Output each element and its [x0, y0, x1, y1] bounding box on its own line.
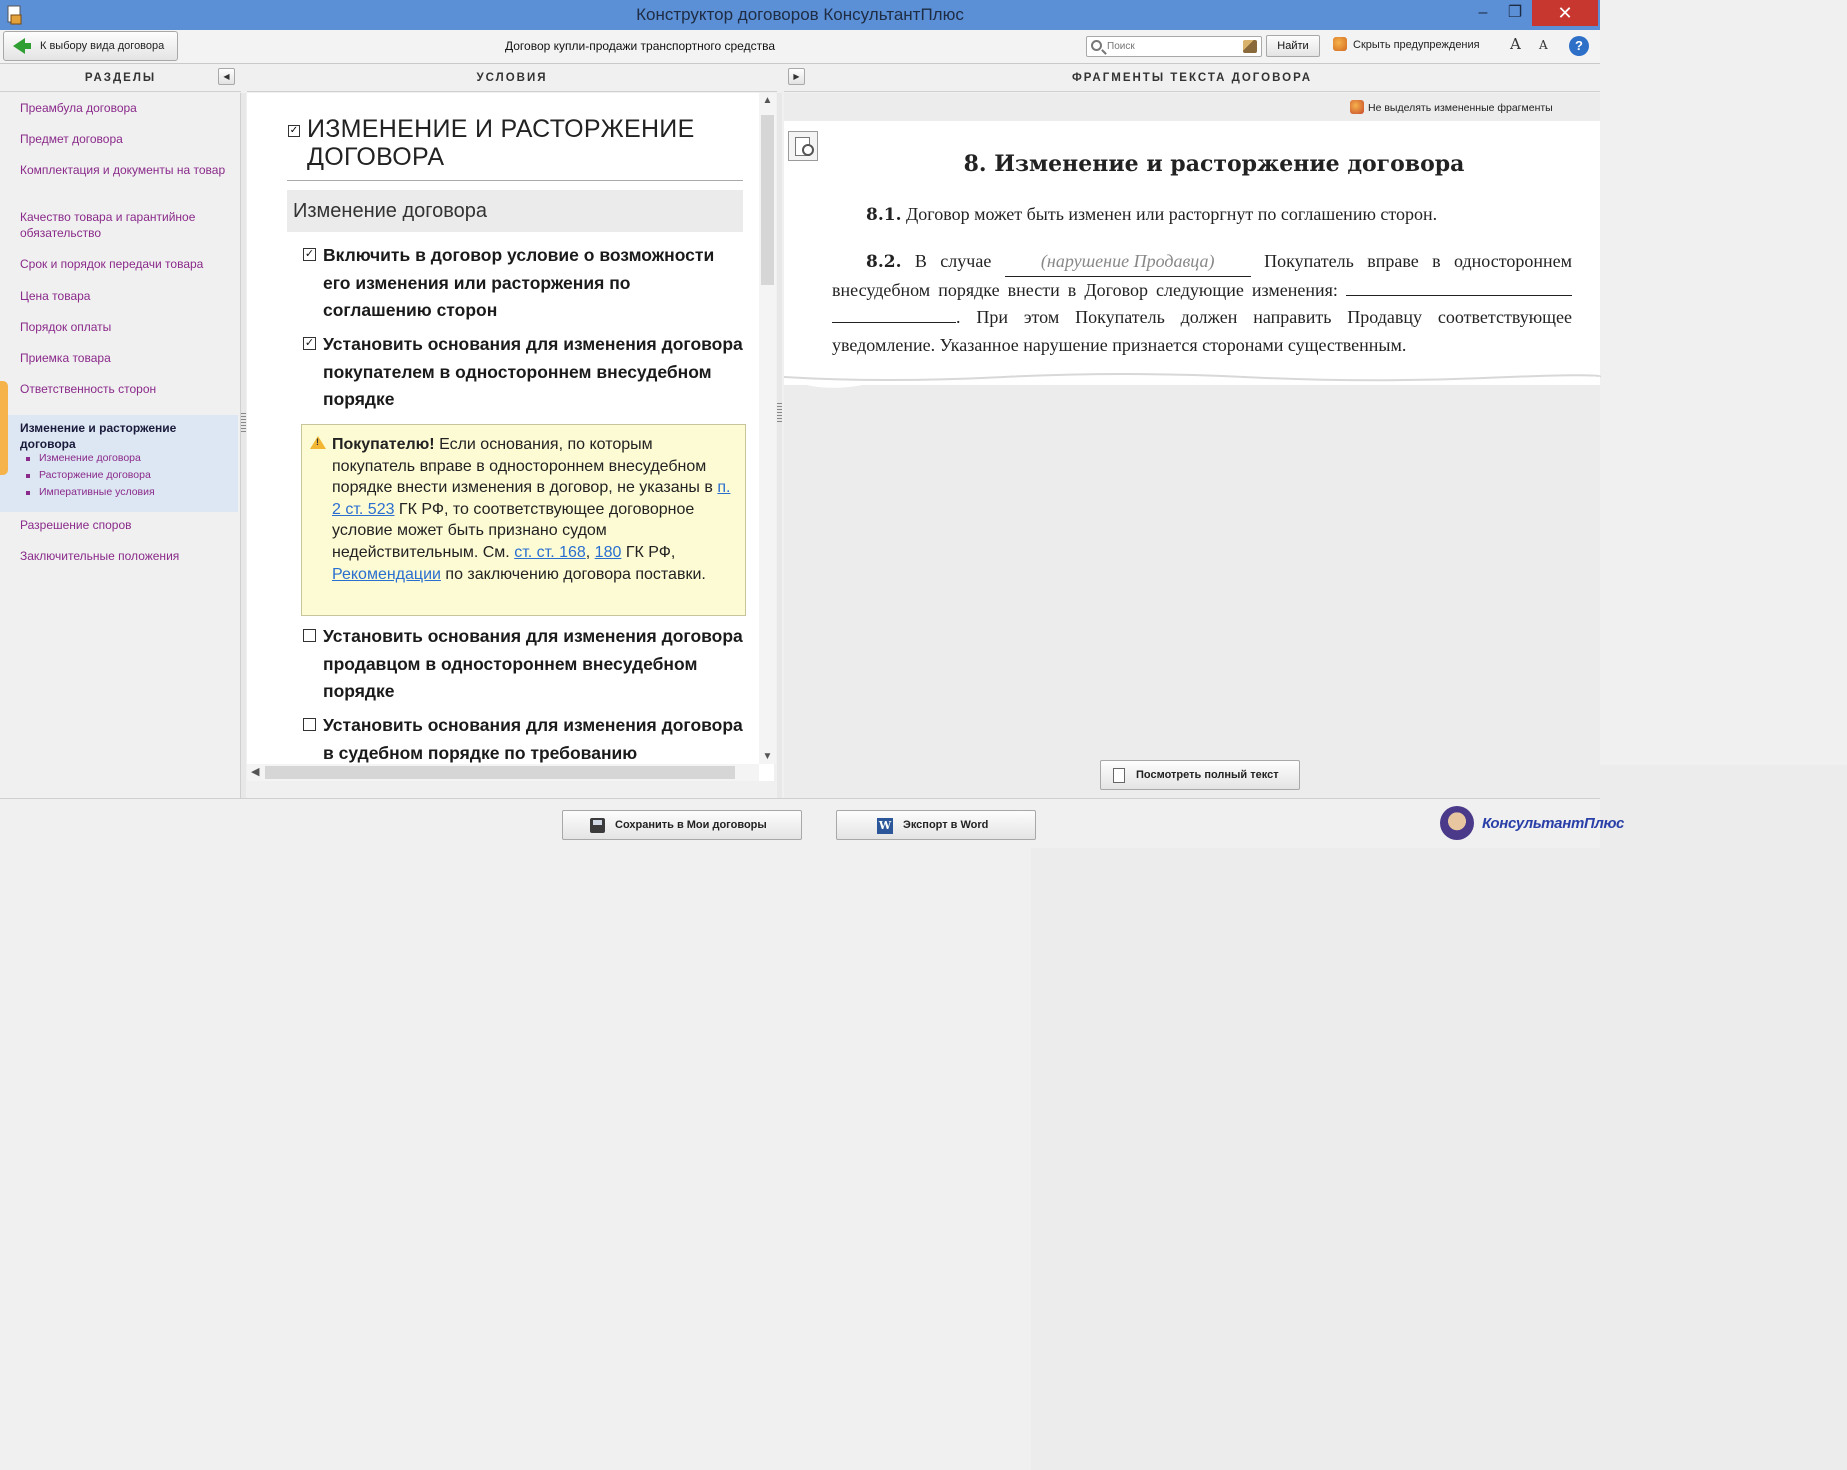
option-mutual-agreement[interactable] [303, 242, 743, 325]
document-title: Договор купли-продажи транспортного средства [504, 39, 776, 53]
sidebar-item-acceptance[interactable]: Приемка товара [20, 351, 111, 365]
option-checkbox[interactable]: ✓ [304, 248, 315, 260]
consultantplus-logo [1440, 806, 1625, 842]
sections-sidebar [0, 93, 241, 798]
sidebar-item-disputes[interactable]: Разрешение споров [20, 518, 132, 532]
window-title: Конструктор договоров КонсультантПлюс [636, 5, 964, 24]
conditions-horizontal-scrollbar[interactable] [247, 764, 759, 781]
scroll-left-icon[interactable]: ◀ [251, 766, 260, 778]
sidebar-item-final[interactable]: Заключительные положения [20, 549, 180, 563]
sidebar-item-delivery[interactable]: Срок и порядок передачи товара [20, 257, 204, 271]
option-seller-unilateral[interactable] [303, 623, 743, 706]
back-to-contract-types-button[interactable] [3, 31, 178, 61]
sidebar-item-subject[interactable]: Предмет договора [20, 132, 123, 146]
export-label: Экспорт в Word [903, 819, 989, 831]
sidebar-item-liability[interactable]: Ответственность сторон [20, 382, 157, 396]
scroll-thumb[interactable] [265, 766, 735, 779]
subsection-title: Изменение договора [287, 190, 743, 232]
document-preview-icon [1113, 768, 1125, 783]
link-article-168[interactable]: ст. ст. 168 [514, 543, 586, 561]
sidebar-item-payment[interactable]: Порядок оплаты [20, 320, 112, 334]
hide-warnings-label: Скрыть предупреждения [1353, 39, 1480, 51]
title-bar [0, 0, 1600, 30]
search-input[interactable] [1107, 39, 1237, 54]
active-section-marker [0, 381, 8, 475]
save-disk-icon [590, 818, 605, 833]
minimize-button[interactable]: – [1478, 4, 1488, 21]
left-splitter[interactable] [241, 93, 246, 798]
paragraph-8-1: 8.1. Договор может быть изменен или расторгнут по соглашению сторон. [866, 204, 1438, 225]
highlight-toggle-label: Не выделять измененные фрагменты [1368, 102, 1553, 114]
warning-toggle-icon [1333, 37, 1347, 51]
link-article-180[interactable]: 180 [594, 543, 622, 561]
highlight-toggle-icon [1350, 100, 1364, 114]
sidebar-item-amendment[interactable]: Изменение и расторжение договора [20, 421, 177, 451]
sidebar-subitem-change[interactable]: Изменение договора [39, 452, 141, 464]
sidebar-subitem-termination[interactable]: Расторжение договора [39, 469, 151, 481]
section-divider [287, 180, 743, 181]
logo-mascot-icon [1440, 806, 1474, 840]
conditions-header: УСЛОВИЯ [247, 64, 777, 92]
sections-header: РАЗДЕЛЫ [0, 64, 241, 92]
find-button[interactable]: Найти [1266, 35, 1320, 57]
bottom-bar [0, 798, 1625, 848]
section-title: ИЗМЕНЕНИЕ И РАСТОРЖЕНИЕ ДОГОВОРА [307, 115, 695, 171]
conditions-panel [247, 93, 774, 781]
splitter-grip [241, 413, 246, 433]
view-full-text-label: Посмотреть полный текст [1136, 769, 1279, 781]
option-label: Установить основания для изменения договора в судебном порядке по требованию [323, 715, 743, 763]
sidebar-subitem-mandatory[interactable]: Императивные условия [39, 486, 155, 498]
scroll-up-icon[interactable]: ▲ [762, 95, 773, 106]
option-checkbox[interactable]: ✓ [304, 337, 315, 349]
back-button-label: К выбору вида договора [40, 40, 165, 52]
highlight-toggle-button[interactable] [1350, 100, 1553, 114]
help-icon[interactable]: ? [1569, 36, 1589, 56]
expand-panel-icon[interactable]: ▶ [788, 68, 805, 85]
fragments-panel [784, 93, 1600, 798]
contract-fragment-paper [784, 121, 1600, 385]
maximize-button[interactable]: ❐ [1507, 4, 1523, 21]
toolbar [0, 30, 1600, 64]
search-box[interactable] [1086, 36, 1262, 57]
section-checkbox[interactable]: ✓ [289, 125, 299, 136]
warning-text: Покупателю! Если основания, по которым покупатель вправе в одностороннем внесудебном порядке внести изменения в договор, не указаны в п. 2 ст. 523 ГК РФ, то соответствующее договорное условие может быть признано судом недействительным. См. ст. ст. 168, 180 ГК РФ, Рекомендации по заключению договора поставки. [332, 436, 731, 583]
warning-icon [310, 436, 326, 449]
option-buyer-unilateral[interactable] [303, 331, 743, 414]
view-full-text-button[interactable] [1100, 760, 1300, 790]
hide-warnings-button[interactable] [1333, 37, 1480, 51]
logo-text: КонсультантПлюс [1482, 815, 1625, 832]
changes-blank-field[interactable] [1346, 295, 1572, 296]
scroll-thumb[interactable] [761, 115, 774, 285]
link-article-523[interactable]: п. 2 ст. 523 [332, 479, 731, 518]
back-arrow-icon [13, 38, 25, 54]
fragment-heading: 8. Изменение и расторжение договора [963, 151, 1465, 177]
save-label: Сохранить в Мои договоры [615, 819, 767, 831]
breach-blank-field[interactable]: (нарушение Продавца) [1005, 248, 1251, 277]
right-splitter[interactable] [777, 93, 782, 798]
link-recommendations[interactable]: Рекомендации [332, 565, 441, 583]
option-label: Установить основания для изменения договора продавцом в одностороннем внесудебном порядке [323, 626, 743, 701]
sidebar-item-equipment[interactable]: Комплектация и документы на товар [20, 163, 226, 177]
option-judicial[interactable] [303, 712, 743, 767]
paragraph-8-2: 8.2. В случае (нарушение Продавца) Покупатель вправе в одностороннем внесудебном порядке внести в Договор следующие изменения: . При этом Покупатель должен направить Продавцу соответствующее уведомление. Указанное нарушение признается сторонами существенным. [832, 248, 1572, 359]
save-to-my-contracts-button[interactable] [562, 810, 802, 840]
export-to-word-button[interactable] [836, 810, 1036, 840]
word-icon: W [878, 819, 892, 832]
font-decrease-icon[interactable]: A [1539, 38, 1548, 52]
scroll-right-icon[interactable] [1031, 765, 1847, 1470]
fragments-header: ФРАГМЕНТЫ ТЕКСТА ДОГОВОРА [784, 64, 1600, 92]
conditions-vertical-scrollbar[interactable] [759, 93, 776, 764]
sidebar-item-preamble[interactable]: Преамбула договора [20, 101, 137, 115]
scroll-down-icon[interactable]: ▼ [762, 751, 773, 762]
font-increase-icon[interactable]: A [1510, 35, 1521, 53]
sidebar-item-quality[interactable]: Качество товара и гарантийное обязательство [20, 210, 196, 240]
sidebar-item-price[interactable]: Цена товара [20, 289, 91, 303]
paper-torn-edge [784, 371, 1600, 389]
option-label: Установить основания для изменения договора покупателем в одностороннем внесудебном порядке [323, 334, 743, 409]
search-icon [1091, 40, 1102, 51]
clear-search-icon[interactable] [1243, 40, 1257, 53]
option-label: Включить в договор условие о возможности его изменения или расторжения по соглашению сторон [323, 245, 715, 320]
warning-box [301, 424, 746, 616]
close-button[interactable]: ✕ [1532, 0, 1598, 26]
option-checkbox[interactable] [303, 718, 316, 731]
changes-blank-field-cont[interactable] [832, 322, 956, 323]
splitter-grip [777, 403, 782, 423]
collapse-sidebar-icon[interactable]: ◀ [218, 68, 235, 85]
option-checkbox[interactable] [303, 629, 316, 642]
